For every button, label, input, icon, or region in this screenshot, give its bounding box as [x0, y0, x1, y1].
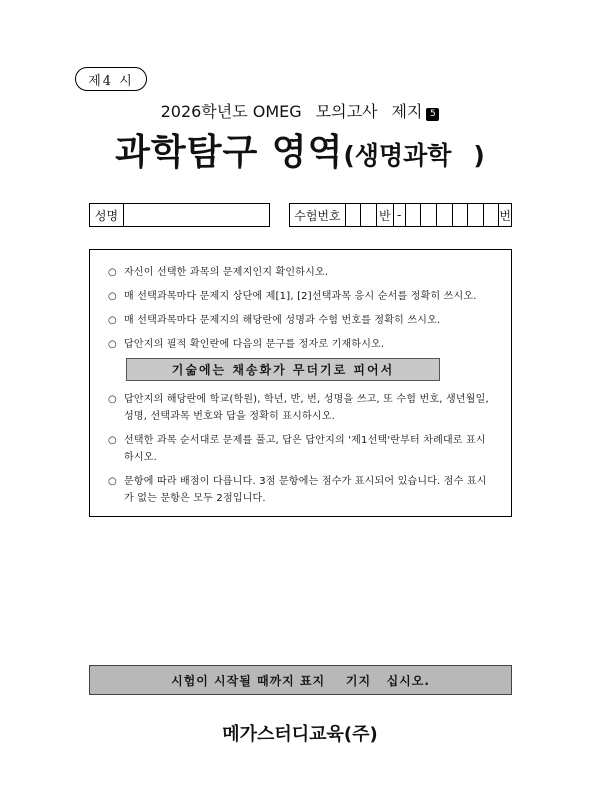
bullet-icon: ○ — [108, 291, 117, 302]
exam-number-cell[interactable] — [361, 204, 377, 226]
bullet-icon: ○ — [108, 267, 117, 278]
exam-year: 2026학년도 OMEG — [160, 102, 302, 121]
exam-number-cell[interactable] — [484, 204, 500, 226]
instruction-text: 자신이 선택한 과목의 문제지인지 확인하시오. — [124, 267, 329, 278]
instruction-item — [108, 432, 495, 466]
number-label: 번 — [499, 208, 511, 223]
handwriting-phrase-box: 기숢에는 채송화가 무더기로 피어서 — [126, 358, 440, 381]
instruction-text: 선택한 과목 순서대로 문제를 풀고, 답은 답안지의 '제1선택'란부터 차례대로 표시하시오. — [124, 435, 486, 463]
name-label: 성명 — [90, 204, 124, 226]
exam-number-cell[interactable] — [437, 204, 453, 226]
instruction-text: 매 선택과목마다 문제지의 해당란에 성명과 수험 번호를 정확히 쓰시오. — [124, 315, 441, 326]
instruction-item — [108, 473, 495, 507]
instruction-text: 매 선택과목마다 문제지 상단에 제[1], [2]선택과목 응시 순서를 정확히 쓰시오. — [124, 291, 477, 302]
page-title — [0, 124, 600, 175]
subject-paren-close: ) — [473, 141, 485, 170]
period-badge: 제4 시 — [75, 67, 147, 91]
instruction-item — [108, 391, 495, 425]
class-label: 반 — [377, 204, 394, 226]
publisher-name: 메가스터디교육(주) — [222, 724, 378, 745]
section-title: 과학탐구 영역 — [115, 132, 344, 173]
exam-number-cell[interactable] — [468, 204, 484, 226]
bullet-icon: ○ — [108, 435, 117, 446]
exam-type: 모의고사 — [315, 102, 378, 121]
name-field — [89, 203, 270, 227]
instruction-item — [108, 288, 495, 305]
instruction-text: 답안지의 해당란에 학교(학원), 학년, 반, 번, 성명을 쓰고, 또 수험 번호, 생년월일, 성명, 선택과목 번호와 답을 정확히 표시하시오. — [124, 394, 489, 422]
exam-number-cell[interactable] — [453, 204, 469, 226]
dash-label: - — [394, 204, 406, 226]
instruction-text: 문항에 따라 배점이 다릅니다. 3점 문항에는 점수가 표시되어 있습니다. 점수 표시가 없는 문항은 모두 2점입니다. — [124, 476, 487, 504]
start-notice-bar: 시험이 시작될 때까지 표지 기지 십시오. — [89, 665, 512, 695]
exam-number-cell[interactable] — [346, 204, 362, 226]
subject-paren-open: ( — [343, 141, 355, 170]
exam-subtitle — [0, 99, 600, 122]
paper-label: 제지 — [391, 102, 423, 121]
instructions-box — [89, 249, 512, 517]
instruction-item — [108, 264, 495, 281]
exam-number-cell[interactable] — [406, 204, 422, 226]
bullet-icon: ○ — [108, 315, 117, 326]
exam-number-cell[interactable] — [421, 204, 437, 226]
subject-name: 생명과학 — [354, 141, 452, 170]
name-input-area[interactable] — [124, 204, 269, 226]
instruction-item — [108, 336, 495, 353]
instruction-text: 답안지의 필적 확인란에 다음의 문구를 정자로 기재하시오. — [124, 339, 385, 350]
bullet-icon: ○ — [108, 339, 117, 350]
bullet-icon: ○ — [108, 476, 117, 487]
paper-number-badge: 5 — [426, 108, 439, 121]
exam-number-label: 수험번호 — [290, 204, 346, 226]
bullet-icon: ○ — [108, 394, 117, 405]
instruction-item — [108, 312, 495, 329]
exam-number-field — [289, 203, 512, 227]
